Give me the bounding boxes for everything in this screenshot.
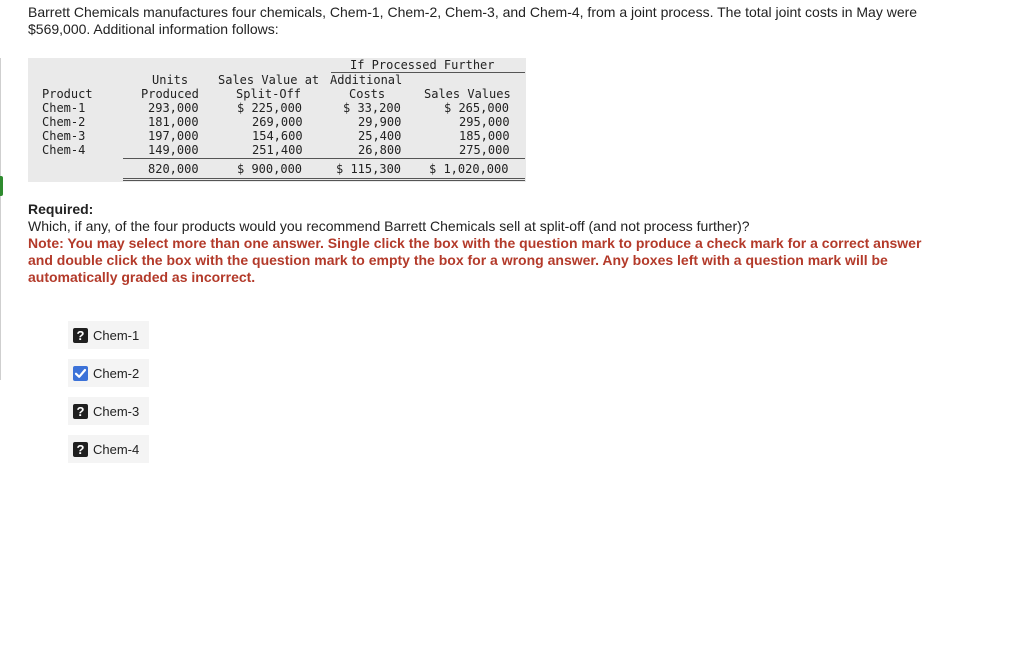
totals-double-rule-1 (123, 178, 525, 179)
col-split-header-2: Split-Off (236, 87, 302, 101)
row-product: Chem-3 (42, 129, 86, 143)
choice-chem-3[interactable] (68, 397, 149, 425)
col-units-header-2: Produced (141, 87, 199, 101)
row-split: 269,000 (252, 115, 303, 129)
totals-top-rule (123, 158, 525, 159)
checkmark-icon (74, 367, 87, 380)
row-split: 251,400 (252, 143, 303, 157)
row-sales: 185,000 (459, 129, 510, 143)
col-costs-header-1: Additional (330, 73, 403, 87)
total-split: $ 900,000 (237, 162, 303, 176)
choice-chem-1[interactable] (68, 321, 149, 349)
row-costs: 29,900 (358, 115, 402, 129)
choice-label: Chem-3 (93, 403, 140, 419)
row-units: 181,000 (148, 115, 199, 129)
row-split: 154,600 (252, 129, 303, 143)
header-group-label: If Processed Further (350, 58, 495, 72)
choice-label: Chem-4 (93, 441, 140, 457)
required-question: Which, if any, of the four products would you recommend Barrett Chemicals sell at split-off (and not process further)? (28, 218, 750, 234)
row-costs: 25,400 (358, 129, 402, 143)
question-mark-box[interactable]: ? (73, 442, 88, 457)
row-units: 197,000 (148, 129, 199, 143)
required-section (28, 201, 928, 286)
row-product: Chem-1 (42, 101, 86, 115)
row-costs: 26,800 (358, 143, 402, 157)
joint-process-data-table (28, 58, 526, 182)
choice-label: Chem-1 (93, 327, 140, 343)
col-product-header: Product (42, 87, 93, 101)
row-sales: $ 265,000 (444, 101, 510, 115)
row-product: Chem-4 (42, 143, 86, 157)
left-status-marker (0, 176, 3, 196)
col-costs-header-2: Costs (349, 87, 386, 101)
total-sales: $ 1,020,000 (429, 162, 509, 176)
total-costs: $ 115,300 (336, 162, 402, 176)
total-units: 820,000 (148, 162, 199, 176)
choice-label: Chem-2 (93, 365, 140, 381)
col-units-header-1: Units (152, 73, 189, 87)
col-split-header-1: Sales Value at (218, 73, 320, 87)
row-units: 149,000 (148, 143, 199, 157)
row-product: Chem-2 (42, 115, 86, 129)
left-border-line (0, 58, 1, 380)
grading-note: Note: You may select more than one answer. Single click the box with the question mark to produce a check mark for a correct answer and double click the box with the question mark to empty the box for a wrong answer. Any boxes left with a question mark will be automatically graded as incorrect. (28, 235, 922, 285)
row-sales: 275,000 (459, 143, 510, 157)
problem-intro: Barrett Chemicals manufactures four chemicals, Chem-1, Chem-2, Chem-3, and Chem-4, from a joint process. The total joint costs in May were $569,000. Additional information follows: (28, 4, 918, 37)
choice-chem-2[interactable] (68, 359, 149, 387)
col-sales-header: Sales Values (424, 87, 511, 101)
row-costs: $ 33,200 (343, 101, 401, 115)
row-split: $ 225,000 (237, 101, 303, 115)
row-units: 293,000 (148, 101, 199, 115)
checkmark-box[interactable] (73, 366, 88, 381)
totals-double-rule-2 (123, 180, 525, 181)
row-sales: 295,000 (459, 115, 510, 129)
question-mark-box[interactable]: ? (73, 328, 88, 343)
required-heading: Required: (28, 201, 94, 217)
choice-chem-4[interactable] (68, 435, 149, 463)
question-mark-box[interactable]: ? (73, 404, 88, 419)
